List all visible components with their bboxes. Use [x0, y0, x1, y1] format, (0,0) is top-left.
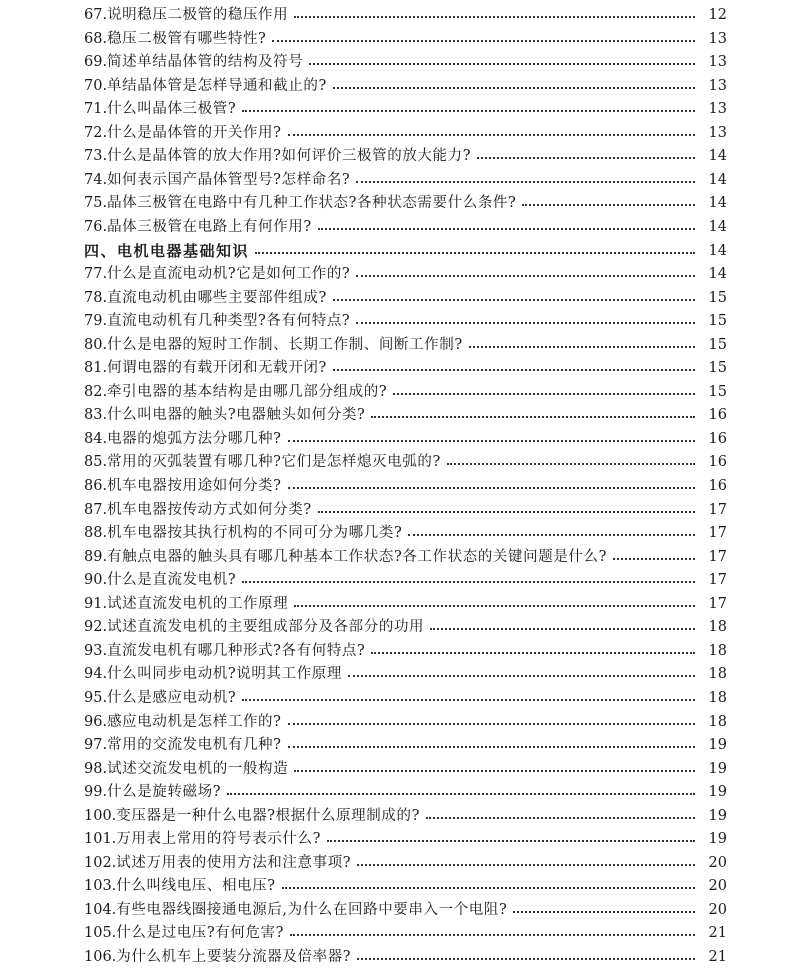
entry-title: 简述单结晶体管的结构及符号: [107, 54, 304, 71]
entry-number: 105.: [84, 925, 117, 942]
dot-leader: [430, 615, 695, 639]
page-number: 13: [708, 124, 727, 141]
entry-title: 牵引电器的基本结构是由哪几部分组成的?: [107, 383, 388, 400]
dot-leader: [318, 215, 695, 239]
toc-entry: [84, 592, 727, 616]
toc-entry: [84, 403, 727, 427]
page-number: 16: [708, 454, 727, 471]
entry-title: 常用的交流发电机有几种?: [107, 737, 282, 754]
entry-number: 89.: [84, 548, 108, 565]
entry-number: 101.: [84, 831, 117, 848]
entry-number: 80.: [84, 336, 108, 353]
page-number: 14: [708, 266, 727, 283]
toc-entry: [84, 309, 727, 333]
dot-leader: [613, 545, 695, 569]
entry-title: 什么是旋转磁场?: [107, 784, 222, 801]
dot-leader: [357, 945, 695, 969]
entry-number: 70.: [84, 77, 108, 94]
toc-entry: [84, 757, 727, 781]
entry-title: 单结晶体管是怎样导通和截止的?: [107, 77, 327, 94]
page-number: 15: [708, 383, 727, 400]
entry-title: 什么叫同步电动机?说明其工作原理: [107, 666, 342, 683]
dot-leader: [242, 568, 695, 592]
dot-leader: [393, 380, 695, 404]
toc-entry: [84, 662, 727, 686]
page-number: 19: [708, 831, 727, 848]
toc-section-heading: [84, 239, 727, 263]
entry-title: 直流电动机有几种类型?各有何特点?: [107, 313, 351, 330]
entry-number: 99.: [84, 784, 108, 801]
toc-entry: [84, 191, 727, 215]
entry-number: 94.: [84, 666, 108, 683]
dot-leader: [333, 74, 695, 98]
page-number: 18: [708, 713, 727, 730]
page-number: 17: [708, 525, 727, 542]
toc-entry: [84, 827, 727, 851]
entry-number: 96.: [84, 713, 108, 730]
entry-title: 什么是电器的短时工作制、长期工作制、间断工作制?: [107, 336, 463, 353]
toc-entry: [84, 27, 727, 51]
entry-title: 什么是直流发电机?: [107, 572, 237, 589]
toc-entry: [84, 568, 727, 592]
entry-title: 什么叫线电压、相电压?: [116, 878, 276, 895]
dot-leader: [288, 427, 695, 451]
entry-title: 直流发电机有哪几种形式?各有何特点?: [107, 642, 366, 659]
dot-leader: [318, 498, 695, 522]
entry-title: 如何表示国产晶体管型号?怎样命名?: [107, 171, 351, 188]
toc-entry: [84, 710, 727, 734]
entry-title: 有些电器线圈接通电源后,为什么在回路中要串入一个电阻?: [116, 901, 508, 918]
entry-number: 75.: [84, 195, 108, 212]
page-number: 14: [708, 148, 727, 165]
toc-entry: [84, 450, 727, 474]
entry-title: 变压器是一种什么电器?根据什么原理制成的?: [116, 807, 420, 824]
toc-entry: [84, 286, 727, 310]
page-number: 21: [708, 925, 727, 942]
dot-leader: [242, 686, 695, 710]
entry-number: 74.: [84, 171, 108, 188]
entry-title: 常用的灭弧装置有哪几种?它们是怎样熄灭电弧的?: [107, 454, 441, 471]
page-number: 15: [708, 360, 727, 377]
entry-number: 84.: [84, 430, 108, 447]
entry-number: 86.: [84, 478, 108, 494]
dot-leader: [333, 286, 695, 310]
dot-leader: [288, 710, 695, 734]
toc-entry: [84, 545, 727, 569]
toc-entry: [84, 498, 727, 522]
entry-title: 稳压二极管有哪些特性?: [107, 30, 267, 47]
entry-number: 72.: [84, 124, 108, 141]
entry-title: 什么叫电器的触头?电器触头如何分类?: [107, 407, 366, 424]
section-title: 四、电机电器基础知识: [84, 241, 250, 260]
entry-title: 试述直流发电机的工作原理: [107, 595, 289, 612]
dot-leader: [356, 168, 695, 192]
page-number: 18: [708, 642, 727, 659]
dot-leader: [371, 403, 695, 427]
page-number: 13: [708, 30, 727, 47]
toc-entry: [84, 521, 727, 545]
dot-leader: [408, 521, 695, 545]
entry-number: 81.: [84, 360, 108, 377]
entry-number: 79.: [84, 313, 108, 330]
dot-leader: [255, 239, 695, 263]
dot-leader: [327, 827, 695, 851]
entry-title: 晶体三极管在电路中有几种工作状态?各种状态需要什么条件?: [107, 195, 517, 212]
page-number: 14: [708, 171, 727, 188]
toc-entry: [84, 121, 727, 145]
page-number: 13: [708, 101, 727, 118]
page-number: 13: [708, 54, 727, 71]
dot-leader: [513, 898, 695, 922]
entry-number: 90.: [84, 572, 108, 589]
entry-title: 试述直流发电机的主要组成部分及各部分的功用: [107, 619, 425, 636]
toc-entry: [84, 780, 727, 804]
toc-entry: [84, 804, 727, 828]
entry-title: 什么是感应电动机?: [107, 689, 237, 706]
entry-number: 93.: [84, 642, 108, 659]
dot-leader: [309, 50, 695, 74]
page-number: 16: [708, 407, 727, 424]
page-number: 19: [708, 807, 727, 824]
dot-leader: [294, 592, 695, 616]
page-number: 18: [708, 689, 727, 706]
page-number: 18: [708, 619, 727, 636]
entry-number: 102.: [84, 854, 117, 871]
entry-title: 试述万用表的使用方法和注意事项?: [116, 854, 352, 871]
page-number: 18: [708, 666, 727, 683]
entry-title: 机车电器按其执行机构的不同可分为哪几类?: [107, 525, 403, 542]
page-number: 12: [708, 7, 727, 23]
entry-number: 106.: [84, 949, 117, 965]
dot-leader: [371, 639, 695, 663]
entry-title: 机车电器按传动方式如何分类?: [107, 501, 312, 518]
page-number: 20: [708, 854, 727, 871]
entry-title: 直流电动机由哪些主要部件组成?: [107, 289, 327, 306]
entry-number: 82.: [84, 383, 108, 400]
dot-leader: [288, 121, 695, 145]
entry-number: 77.: [84, 266, 108, 283]
toc-entry: [84, 921, 727, 945]
toc-entry: [84, 97, 727, 121]
entry-title: 说明稳压二极管的稳压作用: [107, 7, 289, 23]
entry-number: 103.: [84, 878, 117, 895]
dot-leader: [290, 921, 695, 945]
page-number: 15: [708, 336, 727, 353]
dot-leader: [477, 144, 695, 168]
entry-number: 68.: [84, 30, 108, 47]
entry-number: 78.: [84, 289, 108, 306]
page-number: 16: [708, 430, 727, 447]
toc-entry: [84, 474, 727, 498]
dot-leader: [272, 27, 695, 51]
dot-leader: [294, 3, 695, 27]
entry-number: 85.: [84, 454, 108, 471]
page-number: 14: [708, 195, 727, 212]
entry-number: 67.: [84, 7, 108, 23]
page-number: 14: [708, 218, 727, 235]
toc-entry: [84, 168, 727, 192]
entry-title: 有触点电器的触头具有哪几种基本工作状态?各工作状态的关键问题是什么?: [107, 548, 608, 565]
toc-entry: [84, 874, 727, 898]
toc-entry: [84, 945, 727, 969]
page-number: 19: [708, 760, 727, 777]
page-number: 20: [708, 878, 727, 895]
dot-leader: [227, 780, 695, 804]
entry-number: 95.: [84, 689, 108, 706]
page-number: 17: [708, 501, 727, 518]
toc-entry: [84, 686, 727, 710]
entry-number: 76.: [84, 218, 108, 235]
entry-number: 98.: [84, 760, 108, 777]
page-number: 19: [708, 784, 727, 801]
page-number: 15: [708, 289, 727, 306]
entry-number: 71.: [84, 101, 108, 118]
page-number: 13: [708, 77, 727, 94]
page-number: 19: [708, 737, 727, 754]
dot-leader: [356, 309, 695, 333]
page-number: 16: [708, 478, 727, 494]
entry-title: 试述交流发电机的一般构造: [107, 760, 289, 777]
toc-entry: [84, 215, 727, 239]
entry-title: 万用表上常用的符号表示什么?: [116, 831, 321, 848]
dot-leader: [294, 757, 695, 781]
entry-title: 为什么机车上要装分流器及倍率器?: [116, 949, 352, 965]
dot-leader: [469, 333, 695, 357]
entry-title: 感应电动机是怎样工作的?: [107, 713, 282, 730]
entry-title: 何谓电器的有载开闭和无载开闭?: [107, 360, 327, 377]
toc-entry: [84, 733, 727, 757]
page-number: 14: [708, 242, 727, 259]
toc-entry: [84, 50, 727, 74]
page-number: 21: [708, 949, 727, 965]
toc-entry: [84, 333, 727, 357]
toc-entry: [84, 3, 727, 27]
toc-entry: [84, 74, 727, 98]
entry-number: 91.: [84, 595, 108, 612]
page-number: 20: [708, 901, 727, 918]
dot-leader: [348, 662, 695, 686]
dot-leader: [288, 474, 695, 498]
toc-entry: [84, 380, 727, 404]
toc-entry: [84, 639, 727, 663]
entry-title: 什么是过电压?有何危害?: [116, 925, 285, 942]
page-number: 17: [708, 595, 727, 612]
page-number: 17: [708, 572, 727, 589]
entry-title: 晶体三极管在电路上有何作用?: [107, 218, 312, 235]
entry-number: 88.: [84, 525, 108, 542]
dot-leader: [357, 851, 695, 875]
dot-leader: [522, 191, 695, 215]
page-number: 17: [708, 548, 727, 565]
entry-number: 73.: [84, 148, 108, 165]
entry-title: 什么是晶体管的放大作用?如何评价三极管的放大能力?: [107, 148, 472, 165]
toc-entry: [84, 615, 727, 639]
page-number: 15: [708, 313, 727, 330]
entry-number: 104.: [84, 901, 117, 918]
entry-title: 机车电器按用途如何分类?: [107, 478, 282, 494]
entry-number: 83.: [84, 407, 108, 424]
dot-leader: [447, 450, 695, 474]
entry-number: 87.: [84, 501, 108, 518]
entry-number: 92.: [84, 619, 108, 636]
entry-title: 什么叫晶体三极管?: [107, 101, 237, 118]
dot-leader: [356, 262, 695, 286]
toc-entry: [84, 262, 727, 286]
dot-leader: [426, 804, 695, 828]
toc-entry: [84, 898, 727, 922]
toc-entry: [84, 144, 727, 168]
entry-title: 电器的熄弧方法分哪几种?: [107, 430, 282, 447]
entry-number: 100.: [84, 807, 117, 824]
entry-title: 什么是直流电动机?它是如何工作的?: [107, 266, 351, 283]
entry-title: 什么是晶体管的开关作用?: [107, 124, 282, 141]
entry-number: 97.: [84, 737, 108, 754]
toc-entry: [84, 427, 727, 451]
toc-entry: [84, 851, 727, 875]
dot-leader: [242, 97, 695, 121]
entry-number: 69.: [84, 54, 108, 71]
dot-leader: [282, 874, 695, 898]
dot-leader: [333, 356, 695, 380]
toc-entry: [84, 356, 727, 380]
dot-leader: [288, 733, 695, 757]
